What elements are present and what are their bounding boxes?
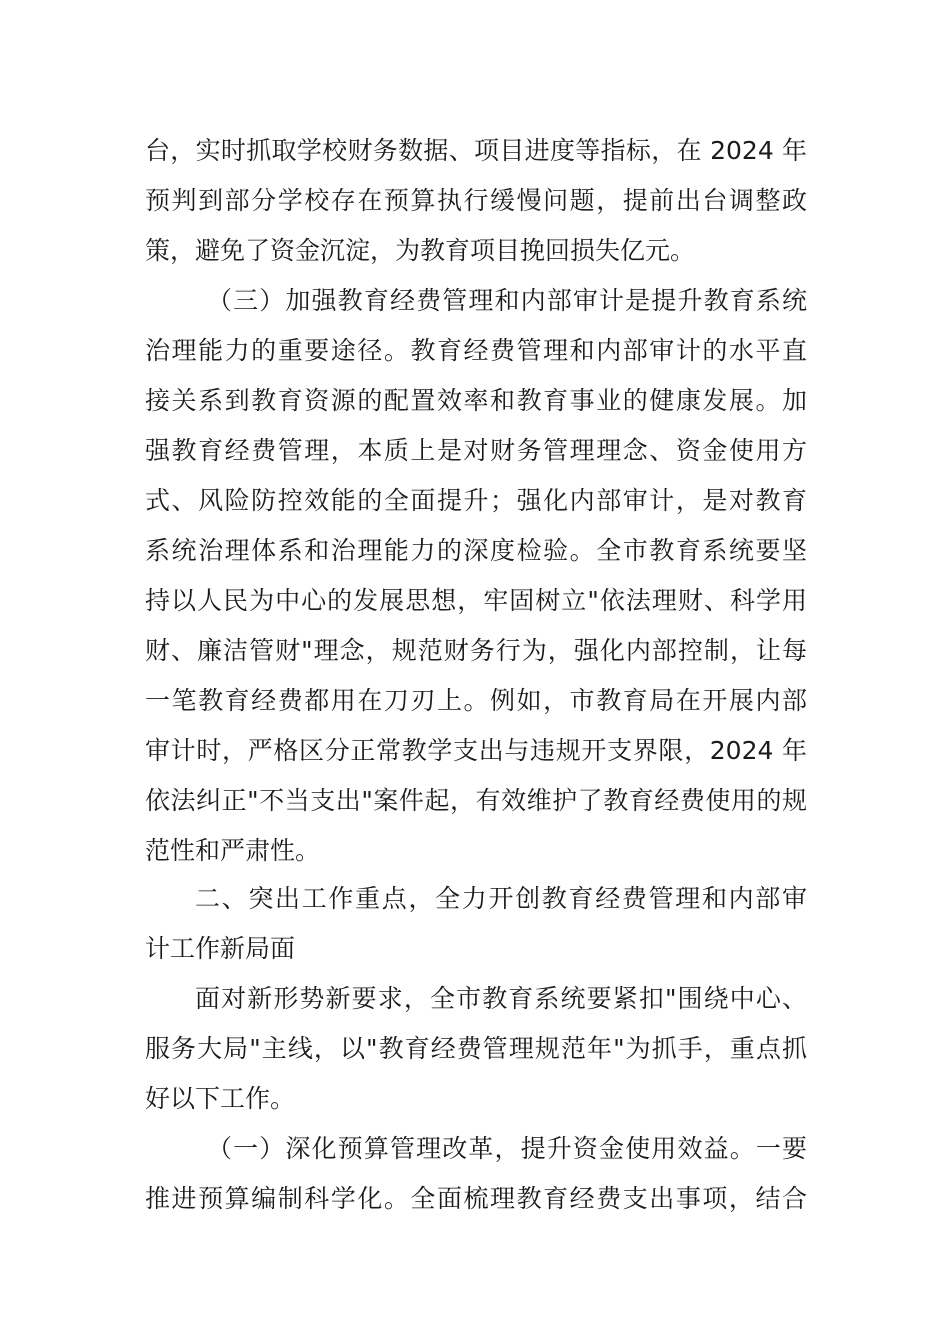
section-heading-2: 二、突出工作重点，全力开创教育经费管理和内部审 <box>195 884 807 913</box>
section-heading-1: （一）深化预算管理改革，提升资金使用效益。一要 <box>207 1134 807 1163</box>
text-line: 依法纠正"不当支出"案件起，有效维护了教育经费使用的规 <box>145 786 807 815</box>
text-line: 预判到部分学校存在预算执行缓慢问题，提前出台调整政 <box>145 186 807 215</box>
text-line: 面对新形势新要求，全市教育系统要紧扣"围绕中心、 <box>195 984 807 1013</box>
section-heading-2-cont: 计工作新局面 <box>145 934 296 963</box>
text-line: 推进预算编制科学化。全面梳理教育经费支出事项，结合 <box>145 1184 807 1213</box>
text-line: 一笔教育经费都用在刀刃上。例如，市教育局在开展内部 <box>145 686 807 715</box>
text-line: 系统治理体系和治理能力的深度检验。全市教育系统要坚 <box>145 536 807 565</box>
section-heading-3: （三）加强教育经费管理和内部审计是提升教育系统 <box>207 286 807 315</box>
text-line: 治理能力的重要途径。教育经费管理和内部审计的水平直 <box>145 336 807 365</box>
text-line: 范性和严肃性。 <box>145 836 321 865</box>
text-line: 好以下工作。 <box>145 1084 296 1113</box>
text-line: 强教育经费管理，本质上是对财务管理理念、资金使用方 <box>145 436 807 465</box>
text-line: 审计时，严格区分正常教学支出与违规开支界限，2024 年 <box>145 736 807 765</box>
text-line: 服务大局"主线，以"教育经费管理规范年"为抓手，重点抓 <box>145 1034 807 1063</box>
text-line: 接关系到教育资源的配置效率和教育事业的健康发展。加 <box>145 386 807 415</box>
text-line: 持以人民为中心的发展思想，牢固树立"依法理财、科学用 <box>145 586 807 615</box>
text-line: 策，避免了资金沉淀，为教育项目挽回损失亿元。 <box>145 236 696 265</box>
text-line: 式、风险防控效能的全面提升；强化内部审计，是对教育 <box>145 486 807 515</box>
text-line: 财、廉洁管财"理念，规范财务行为，强化内部控制，让每 <box>145 636 807 665</box>
text-line: 台，实时抓取学校财务数据、项目进度等指标，在 2024 年 <box>145 136 807 165</box>
